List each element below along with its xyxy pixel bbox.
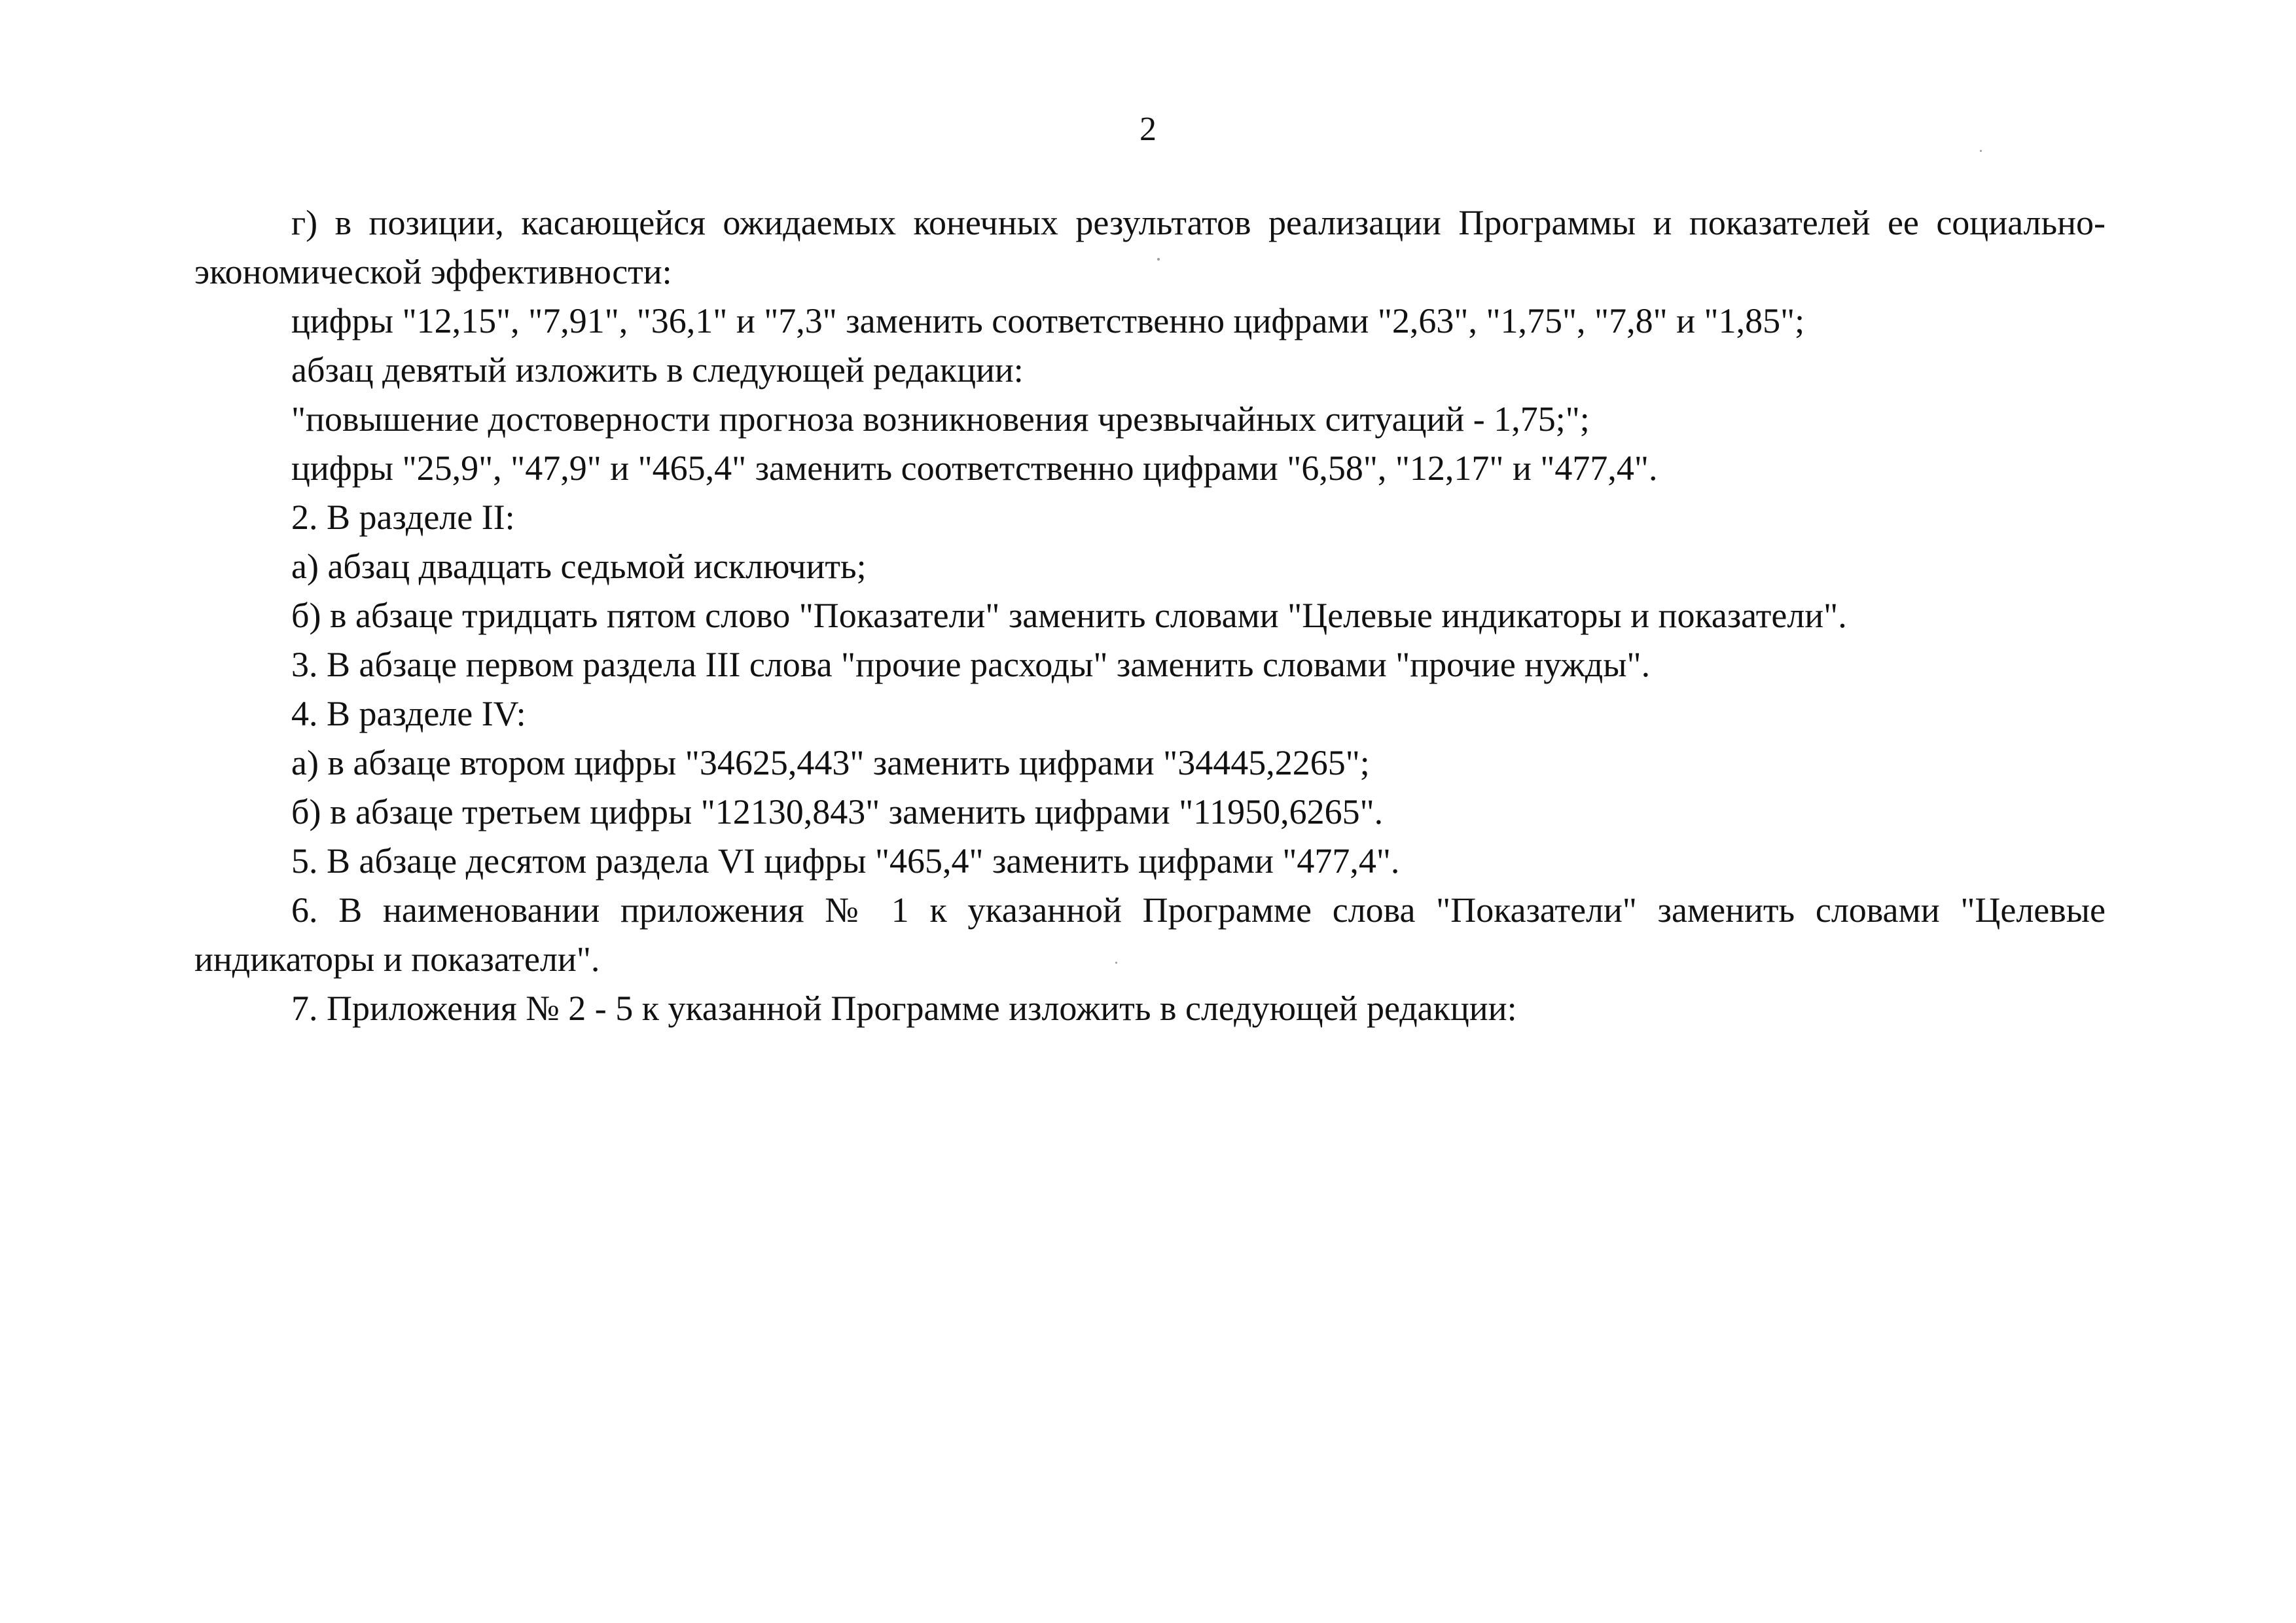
document-body [194, 198, 2106, 1033]
paragraph-figures-replacement-1: цифры "12,15", "7,91", "36,1" и "7,3" заменить соответственно цифрами "2,63", "1,75", "7,8" и "1,85"; [291, 301, 1805, 340]
page-number: 2 [1139, 111, 1157, 148]
paragraph-section-2-b: б) в абзаце тридцать пятом слово "Показатели" заменить словами "Целевые индикаторы и показатели". [291, 596, 1847, 635]
paragraph-ninth-abzac: абзац девятый изложить в следующей редакции: [291, 350, 1024, 390]
scan-speck [1157, 258, 1160, 261]
paragraph-section-7: 7. Приложения № 2 - 5 к указанной Программе изложить в следующей редакции: [291, 989, 1517, 1028]
paragraph-section-4-b: б) в абзаце третьем цифры "12130,843" заменить цифрами "11950,6265". [291, 792, 1384, 831]
scan-speck [1980, 150, 1982, 152]
paragraph-quoted-new-text: "повышение достоверности прогноза возникновения чрезвычайных ситуаций - 1,75;"; [291, 399, 1590, 439]
paragraph-figures-replacement-2: цифры "25,9", "47,9" и "465,4" заменить соответственно цифрами "6,58", "12,17" и "477,4". [291, 448, 1658, 488]
paragraph-section-4-a: а) в абзаце втором цифры "34625,443" заменить цифрами "34445,2265"; [291, 743, 1370, 782]
paragraph-section-4: 4. В разделе IV: [291, 694, 526, 733]
scan-speck [1115, 962, 1117, 964]
paragraph-section-5: 5. В абзаце десятом раздела VI цифры "465,4" заменить цифрами "477,4". [291, 841, 1400, 881]
paragraph-section-6: 6. В наименовании приложения № 1 к указанной Программе слова "Показатели" заменить словами "Целевые индикаторы и показатели". [194, 890, 2106, 979]
paragraph-section-2-a: а) абзац двадцать седьмой исключить; [291, 547, 867, 586]
paragraph-item-g: г) в позиции, касающейся ожидаемых конечных результатов реализации Программы и показателей ее социально-экономической эффективности: [194, 203, 2106, 291]
paragraph-section-2: 2. В разделе II: [291, 498, 515, 537]
paragraph-section-3: 3. В абзаце первом раздела III слова "прочие расходы" заменить словами "прочие нужды". [291, 645, 1651, 684]
